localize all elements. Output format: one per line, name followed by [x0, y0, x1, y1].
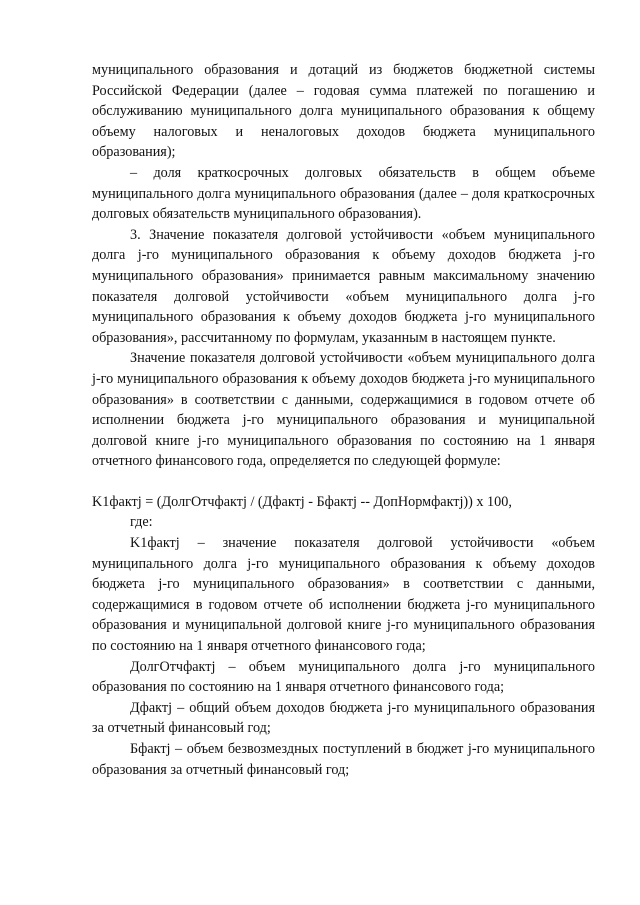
- paragraph-item-3: 3. Значение показателя долговой устойчивости «объем муниципального долга j-го муниципального образования к объему доходов бюджета j-го муниципального образования» принимается равным максимальному значению показателя долговой устойчивости «объем муниципального долга j-го муниципального образования к объему доходов бюджета j-го муниципального образования», рассчитанному по формулам, указанным в настоящем пункте.: [92, 226, 595, 346]
- paragraph-continuation: муниципального образования и дотаций из бюджетов бюджетной системы Российской Федерации (далее – годовая сумма платежей по погашению и обслуживанию муниципального долга муниципального образования к общему объему налоговых и неналоговых доходов бюджета муниципального образования);: [92, 62, 595, 161]
- definition-income: Дфактj – общий объем доходов бюджета j-го муниципального образования за отчетный финансовый год;: [92, 699, 595, 737]
- paragraph-short-term-share: – доля краткосрочных долговых обязательств в общем объеме муниципального долга муниципального образования (далее – доля краткосрочных долговых обязательств муниципального образования).: [92, 164, 595, 223]
- paragraph-where: где:: [130, 514, 153, 531]
- definition-transfers: Бфактj – объем безвозмездных поступлений в бюджет j-го муниципального образования за отчетный финансовый год;: [92, 741, 595, 778]
- formula: K1фактj = (ДолгОтчфактj / (Дфактj - Бфактj -- ДопНормфактj)) x 100,: [92, 493, 512, 510]
- paragraph-formula-intro: Значение показателя долговой устойчивости «объем муниципального долга j-го муниципального образования к объему доходов бюджета j-го муниципального образования» в соответствии с данными, содержащимися в годовом отчете об исполнении бюджета j-го муниципального образования и муниципальной долговой книге j-го муниципального образования по состоянию на 1 января отчетного финансового года, определяется по следующей формуле:: [92, 350, 595, 470]
- definition-debt: ДолгОтчфактj – объем муниципального долга j-го муниципального образования по состоянию на 1 января отчетного финансового года;: [92, 658, 595, 696]
- document-page: [92, 60, 595, 780]
- definition-k1: K1фактj – значение показателя долговой устойчивости «объем муниципального долга j-го муниципального образования к объему доходов бюджета j-го муниципального образования» в соответствии с данными, содержащимися в годовом отчете об исполнении бюджета j-го муниципального образования и муниципальной долговой книге j-го муниципального образования по состоянию на 1 января отчетного финансового года;: [92, 535, 595, 655]
